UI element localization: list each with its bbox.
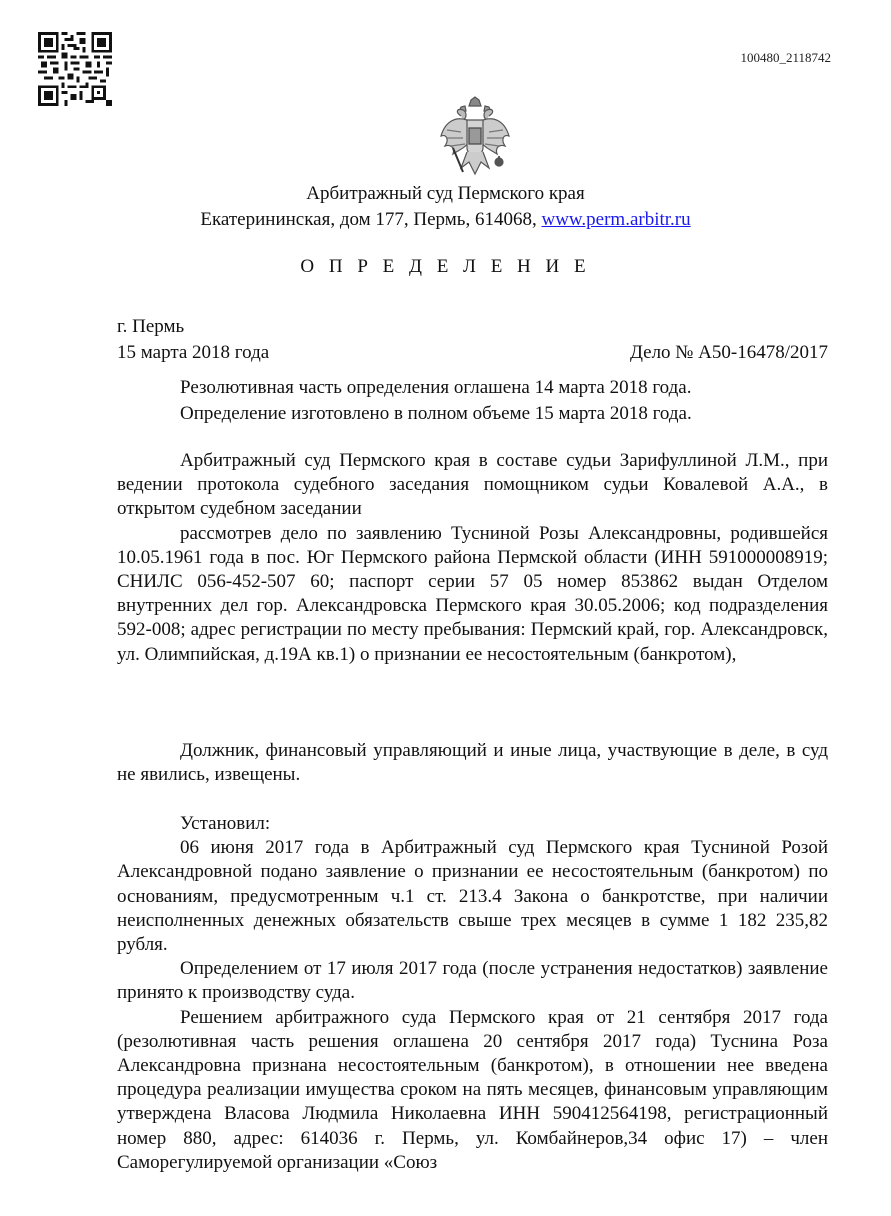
court-header bbox=[0, 181, 891, 233]
case-number: Дело № А50-16478/2017 bbox=[629, 342, 828, 363]
court-address-line bbox=[0, 207, 891, 233]
paragraph-decision: Решением арбитражного суда Пермского края от 21 сентября 2017 года (резолютивная часть решения оглашена 20 сентября 2017 года) Туснина Роза Александровна признана несостоятельным (банкротом), в отношении нее введена процедура реализации имущества сроком на пять месяцев, финансовым управляющим утверждена Власова Людмила Николаевна ИНН 590412564198, регистрационный номер 880, адрес: 614036 г. Пермь, ул. Комбайнеров,34 офис 17) – член Саморегулируемой организации «Союз bbox=[117, 1006, 828, 1173]
court-website-link[interactable]: www.perm.arbitr.ru bbox=[541, 209, 691, 230]
notes-block bbox=[180, 375, 692, 427]
body-section-2 bbox=[117, 739, 828, 787]
date-case-row bbox=[117, 340, 828, 366]
court-address: Екатерининская, дом 177, Пермь, 614068, bbox=[200, 209, 542, 230]
qr-code-icon bbox=[38, 32, 112, 106]
note-full-text: Определение изготовлено в полном объеме 15 марта 2018 года. bbox=[180, 403, 692, 424]
note-resolution: Резолютивная часть определения оглашена 14 марта 2018 года. bbox=[180, 377, 692, 398]
place-date-block bbox=[117, 314, 828, 366]
paragraph-court-composition: Арбитражный суд Пермского края в составе судьи Зарифуллиной Л.М., при ведении протокола судебного заседания помощником судьи Ковалевой А.А., в открытом судебном заседании bbox=[117, 450, 828, 520]
place: г. Пермь bbox=[117, 316, 185, 337]
paragraph-application: 06 июня 2017 года в Арбитражный суд Пермского края Тусниной Розой Александровной подано заявление о признании ее несостоятельным (банкротом) по основаниям, предусмотренным ч.1 ст. 213.4 Закона о банкротстве, при наличии неисполненных денежных обязательств свыше трех месяцев в сумме 1 182 235,82 рубля. bbox=[117, 837, 828, 956]
court-name: Арбитражный суд Пермского края bbox=[306, 183, 585, 204]
coat-of-arms-icon bbox=[437, 96, 513, 178]
document-title: О П Р Е Д Е Л Е Н И Е bbox=[300, 256, 591, 277]
document-date: 15 марта 2018 года bbox=[117, 342, 270, 363]
paragraph-attendance: Должник, финансовый управляющий и иные лица, участвующие в деле, в суд не явились, извещены. bbox=[117, 740, 828, 786]
paragraph-case-review: рассмотрев дело по заявлению Тусниной Розы Александровны, родившейся 10.05.1961 года в пос. Юг Пермского района Пермской области (ИНН 591000008919; СНИЛС 056-452-507 60; паспорт серии 57 05 номер 853862 выдан Отделом внутренних дел гор. Александровска Пермского края 30.05.2006; код подразделения 592-008; адрес регистрации по месту пребывания: Пермский край, гор. Александровск, ул. Олимпийская, д.19А кв.1) о признании ее несостоятельным (банкротом), bbox=[117, 522, 828, 665]
body-section-1 bbox=[117, 449, 828, 667]
document-id: 100480_2118742 bbox=[740, 50, 831, 65]
paragraph-acceptance: Определением от 17 июля 2017 года (после устранения недостатков) заявление принято к производству суда. bbox=[117, 958, 828, 1004]
body-section-3 bbox=[117, 812, 828, 1175]
paragraph-established-heading: Установил: bbox=[180, 813, 271, 834]
